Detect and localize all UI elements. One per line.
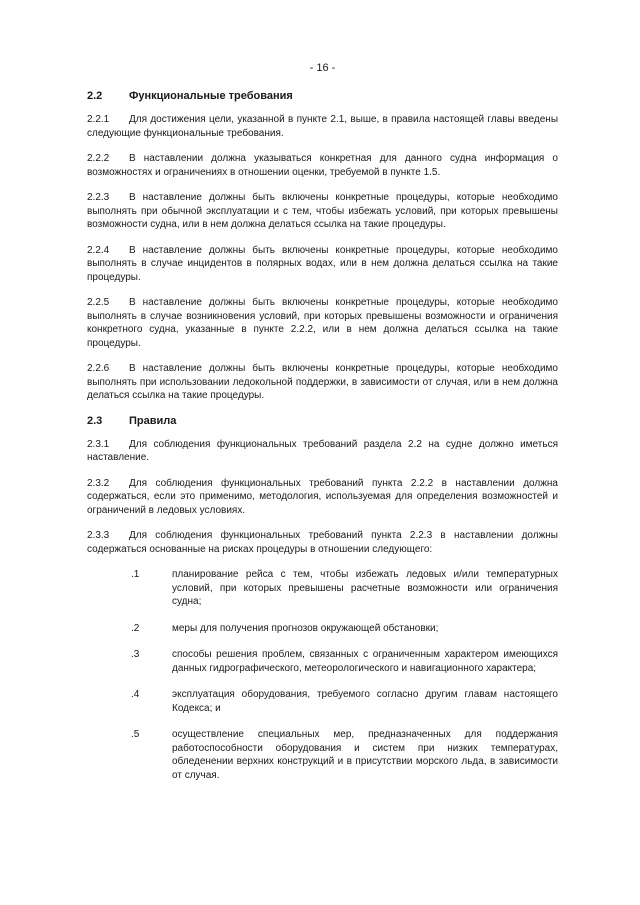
paragraph-number: 2.2.6 bbox=[87, 363, 110, 374]
paragraph-number: 2.3.2 bbox=[87, 477, 110, 489]
list-marker: .4 bbox=[131, 689, 140, 700]
document-page bbox=[87, 62, 558, 795]
list-item-text: способы решения проблем, связанных с ограниченным характером имеющихся данных гидрографического, метеорологического и навигационного характера; bbox=[172, 649, 558, 674]
list-marker: .2 bbox=[131, 622, 140, 634]
paragraph-number: 2.2.1 bbox=[87, 114, 110, 125]
paragraph-text: В наставление должны быть включены конкретные процедуры, которые необходимо выполнять при использовании ледокольной поддержки, в зависимости от случая, или в нем должна делаться ссылка на такие процедуры. bbox=[87, 363, 558, 401]
list-item bbox=[87, 728, 558, 782]
paragraph-text: В наставление должны быть включены конкретные процедуры, которые необходимо выполнять в случае инцидентов в полярных водах, или в нем должна делаться ссылка на такие процедуры. bbox=[87, 244, 558, 283]
section-title: Функциональные требования bbox=[129, 90, 293, 102]
paragraph bbox=[87, 296, 558, 350]
list-item-text: меры для получения прогнозов окружающей обстановки; bbox=[172, 622, 439, 634]
paragraph bbox=[87, 244, 558, 285]
paragraph-number: 2.2.4 bbox=[87, 244, 110, 256]
list-item-text: планирование рейса с тем, чтобы избежать ледовых и/или температурных условий, при которых превышены расчетные возможности или ограничения судна; bbox=[172, 569, 558, 607]
list-item-text: осуществление специальных мер, предназначенных для поддержания работоспособности оборудования и систем при низких температурах, обледенении верхних конструкций и в присутствии морского льда, в зависимости от случая. bbox=[172, 729, 558, 781]
paragraph-number: 2.2.5 bbox=[87, 297, 110, 308]
paragraph bbox=[87, 529, 558, 556]
list-marker: .5 bbox=[131, 729, 140, 740]
paragraph bbox=[87, 152, 558, 179]
list-marker: .1 bbox=[131, 569, 140, 580]
paragraph-text: Для соблюдения функциональных требований пункта 2.2.3 в наставлении должны содержаться основанные на рисках процедуры в отношении следующего: bbox=[87, 530, 558, 555]
section-number: 2.3 bbox=[87, 414, 103, 427]
paragraph-text: Для соблюдения функциональных требований пункта 2.2.2 в наставлении должна содержаться, если это применимо, методология, используемая для определения возможностей и ограничений в ледовых условиях. bbox=[87, 477, 558, 516]
paragraph-text: Для достижения цели, указанной в пункте 2.1, выше, в правила настоящей главы введены следующие функциональные требования. bbox=[87, 114, 558, 139]
list-item bbox=[87, 568, 558, 609]
list-item bbox=[87, 688, 558, 715]
section-number: 2.2 bbox=[87, 90, 103, 102]
paragraph bbox=[87, 438, 558, 465]
procedure-list bbox=[87, 568, 558, 782]
section-title: Правила bbox=[129, 414, 177, 427]
paragraph-number: 2.2.3 bbox=[87, 192, 110, 203]
paragraph bbox=[87, 191, 558, 232]
paragraph-text: В наставлении должна указываться конкретная для данного судна информация о возможностях и ограничениях в отношении оценки, требуемой в пункте 1.5. bbox=[87, 153, 558, 178]
section-heading bbox=[87, 90, 558, 102]
paragraph-number: 2.3.3 bbox=[87, 530, 110, 541]
paragraph bbox=[87, 113, 558, 140]
paragraph bbox=[87, 362, 558, 403]
paragraph-number: 2.3.1 bbox=[87, 438, 110, 450]
paragraph-number: 2.2.2 bbox=[87, 153, 110, 164]
list-item bbox=[87, 648, 558, 675]
paragraph bbox=[87, 477, 558, 518]
list-item bbox=[87, 622, 558, 636]
paragraph-text: Для соблюдения функциональных требований раздела 2.2 на судне должно иметься наставление. bbox=[87, 438, 558, 463]
section-heading bbox=[87, 415, 558, 427]
list-marker: .3 bbox=[131, 649, 140, 660]
page-number: - 16 - bbox=[309, 62, 336, 74]
paragraph-text: В наставление должны быть включены конкретные процедуры, которые необходимо выполнять в случае возникновения условий, при которых превышены возможности и ограничения конкретного судна, указанные в пункте 2.2.2, или в нем должна делаться ссылка на такие процедуры. bbox=[87, 297, 558, 349]
paragraph-text: В наставление должны быть включены конкретные процедуры, которые необходимо выполнять при обычной эксплуатации и с тем, чтобы избежать условий, при которых превышены возможности судна, или в нем должна делаться ссылка на такие процедуры. bbox=[87, 192, 558, 230]
list-item-text: эксплуатация оборудования, требуемого согласно другим главам настоящего Кодекса; и bbox=[172, 689, 558, 714]
